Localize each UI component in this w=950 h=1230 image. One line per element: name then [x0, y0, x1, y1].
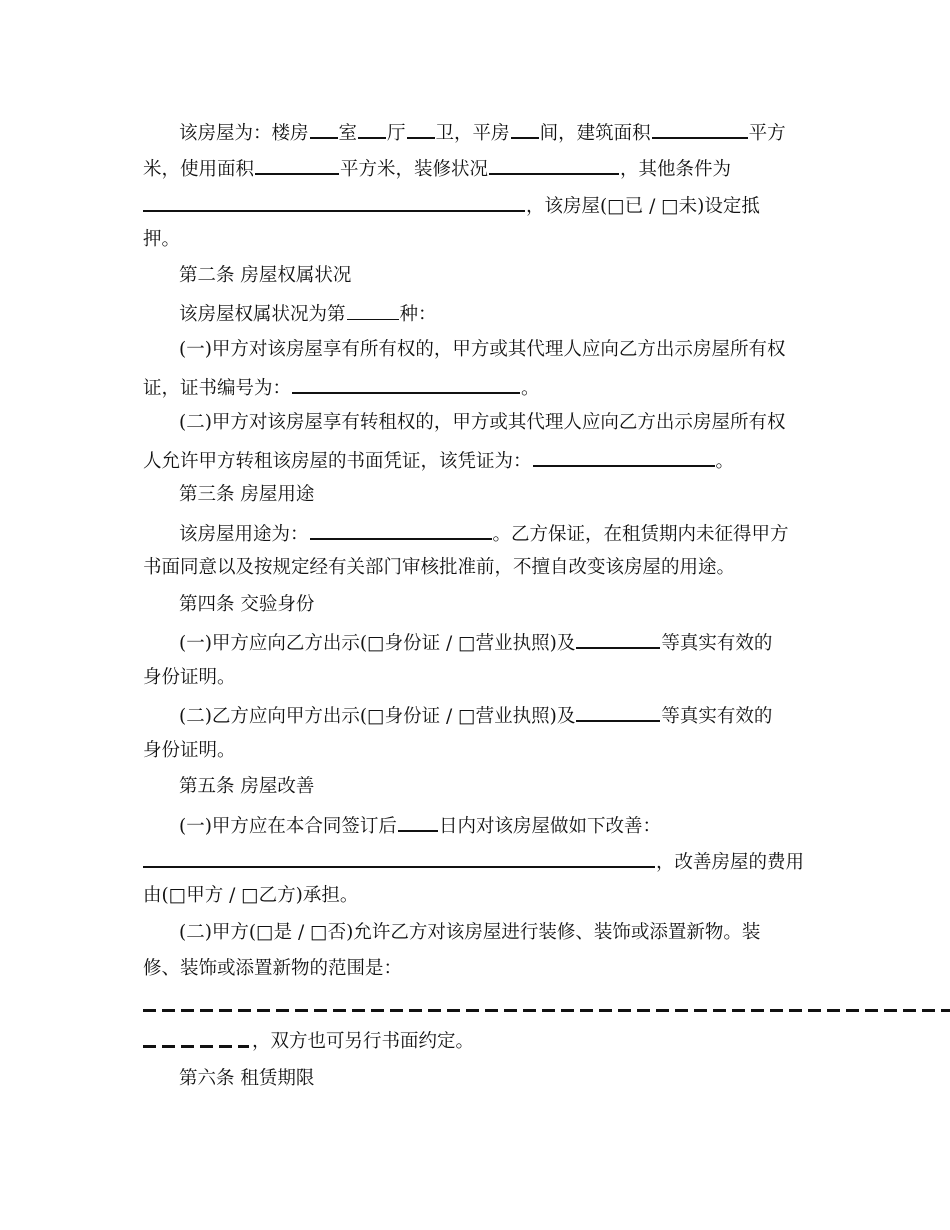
article-heading: 第三条 房屋用途: [179, 484, 315, 505]
text-line: 身份证明。: [143, 667, 236, 688]
article-heading: 第二条 房屋权属状况: [179, 265, 352, 286]
blank-field[interactable]: [143, 848, 655, 868]
blank-field[interactable]: [358, 119, 386, 139]
blank-field[interactable]: [143, 192, 525, 212]
text-line: (二)甲方对该房屋享有转租权的，甲方或其代理人应向乙方出示房屋所有权: [179, 412, 786, 433]
article-heading: 第六条 租赁期限: [179, 1068, 315, 1089]
blank-field[interactable]: [255, 155, 339, 175]
blank-field[interactable]: [511, 119, 539, 139]
text-line: ，改善房屋的费用: [143, 848, 804, 872]
text-line: 由(□甲方 / □乙方)承担。: [143, 885, 359, 906]
text-line: (一)甲方应向乙方出示(□身份证 / □营业执照)及 等真实有效的: [179, 629, 772, 653]
blank-field[interactable]: [576, 702, 660, 722]
blank-field[interactable]: [652, 119, 748, 139]
blank-field[interactable]: [292, 374, 520, 394]
blank-field[interactable]: [533, 447, 715, 467]
blank-field[interactable]: [489, 155, 619, 175]
text-line: 修、装饰或添置新物的范围是：: [143, 958, 403, 979]
blank-field[interactable]: [576, 629, 660, 649]
text-line: 人允许甲方转租该房屋的书面凭证，该凭证为： 。: [143, 447, 734, 471]
text-line: 米，使用面积 平方米，装修状况 ，其他条件为: [143, 155, 731, 179]
dashed-blank-line[interactable]: [143, 1045, 249, 1048]
text-line: 押。: [143, 229, 181, 250]
blank-field[interactable]: [407, 119, 435, 139]
blank-field[interactable]: [398, 812, 438, 832]
blank-field[interactable]: [310, 119, 338, 139]
text-line: (一)甲方对该房屋享有所有权的，甲方或其代理人应向乙方出示房屋所有权: [179, 339, 786, 360]
article-heading: 第四条 交验身份: [179, 594, 315, 615]
text-line: ，双方也可另行书面约定。: [252, 1031, 475, 1052]
text-line: (一)甲方应在本合同签订后 日内对该房屋做如下改善：: [179, 812, 661, 836]
text-line: 该房屋为：楼房 室 厅 卫，平房 间，建筑面积 平方: [179, 119, 786, 143]
text-line: 书面同意以及按规定经有关部门审核批准前，不擅自改变该房屋的用途。: [143, 557, 736, 578]
blank-field[interactable]: [347, 301, 399, 320]
text-line: 身份证明。: [143, 740, 236, 761]
text-line: 证，证书编号为： 。: [143, 374, 540, 398]
blank-field[interactable]: [310, 520, 492, 540]
dashed-blank-line[interactable]: [143, 1009, 950, 1012]
text-line: (二)乙方应向甲方出示(□身份证 / □营业执照)及 等真实有效的: [179, 702, 772, 726]
text-line: ，该房屋(□已 / □未)设定抵: [143, 192, 760, 216]
text-line: 该房屋权属状况为第 种：: [179, 301, 437, 325]
text-line: (二)甲方(□是 / □否)允许乙方对该房屋进行装修、装饰或添置新物。装: [179, 922, 761, 943]
text-line: 该房屋用途为： 。乙方保证，在租赁期内未征得甲方: [179, 520, 789, 544]
article-heading: 第五条 房屋改善: [179, 776, 315, 797]
